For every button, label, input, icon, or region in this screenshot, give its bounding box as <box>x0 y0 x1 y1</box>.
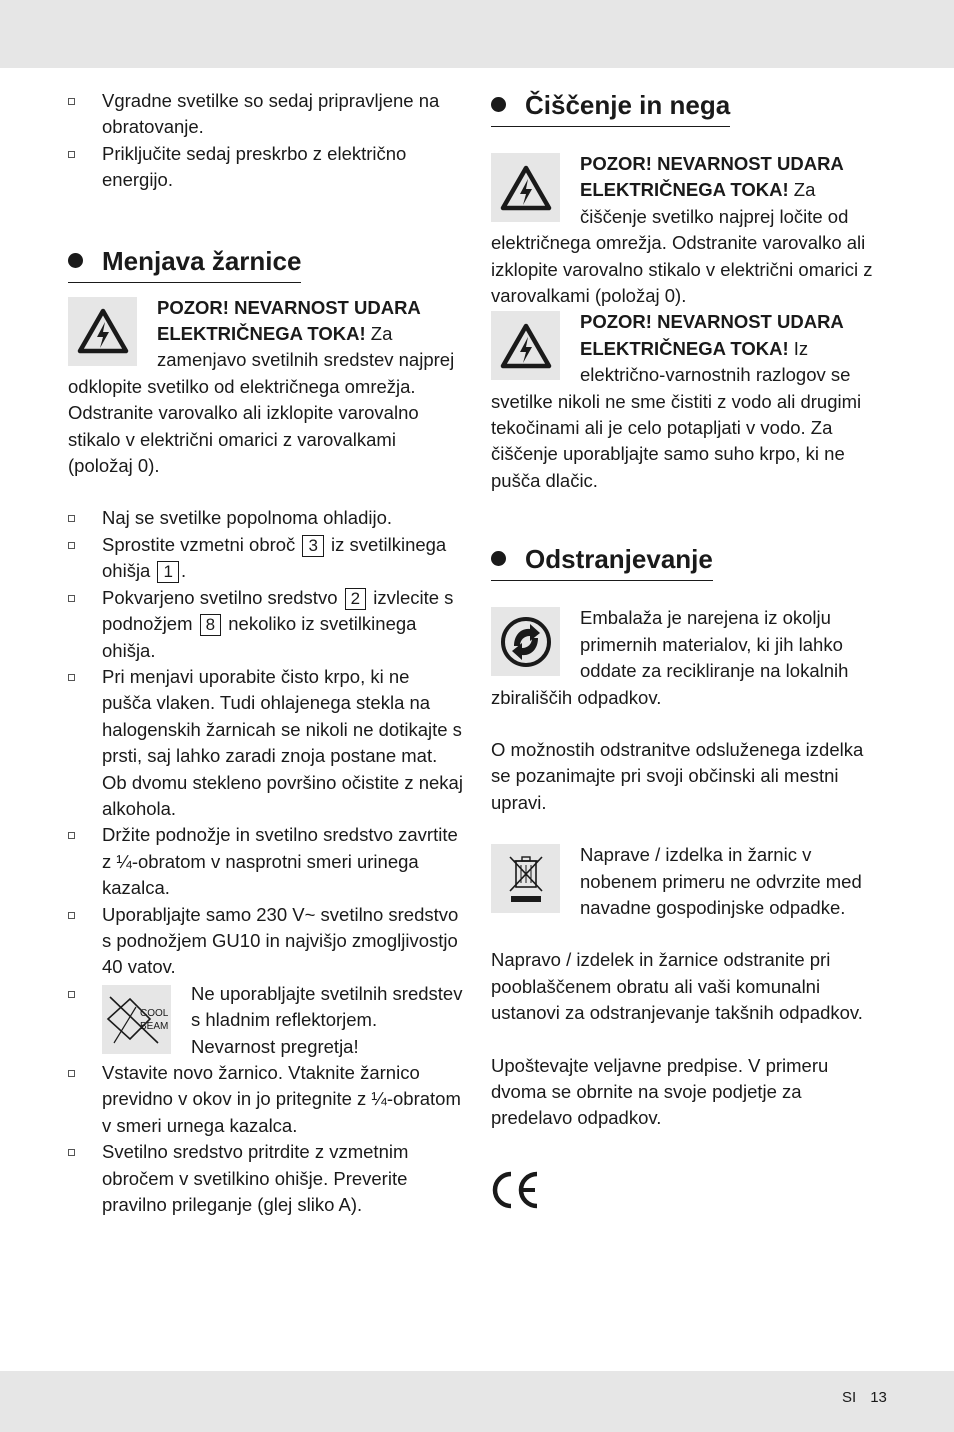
list-item: Svetilno sredstvo pritrdite z vzmetnim obročem v svetilkino ohišje. Preverite pravilno prileganje (glej sliko A). <box>68 1139 463 1218</box>
bullet-square-icon <box>68 98 75 105</box>
part-reference: 8 <box>200 614 221 636</box>
bullet-square-icon <box>68 1149 75 1156</box>
list-item: Priključite sedaj preskrbo z električno energijo. <box>68 141 463 194</box>
part-reference: 3 <box>302 535 323 557</box>
list-item: Pokvarjeno svetilno sredstvo 2 izvlecite s podnožjem 8 nekoliko iz svetilkinega ohišja. <box>68 585 463 664</box>
bullet-dot-icon <box>68 253 83 268</box>
bullet-square-icon <box>68 912 75 919</box>
electric-shock-warning-icon <box>491 311 560 380</box>
ce-mark-icon <box>491 1170 887 1217</box>
right-column: Čiščenje in nega POZOR! NEVARNOST UDARA ELEKTRIČNEGA TOKA! Za čiščenje svetilko najprej ločite od električnega omrežja. Odstranite varovalko ali izklopite varovalno stikalo v električni omarici z varovalkami (položaj 0). POZOR! NEVARNOST UDARA ELEKTRIČNEGA TOKA! Iz električno-varnostnih razlogov se svetilke nikoli ne sme čistiti z vodo ali drugimi tekočinami ali je celo potapljati v vodo. Za čiščenje uporabljajte samo suho krpo, ki ne pušča dlačic. Odstranjevanje Embalaža je narejena iz okolju primernih materialov, ki jih lahko oddate za recikliranje na lokalnih zbirališčih odpadkov. O možnostih odstranitve odsluženega izdelka se pozanimajte pri svoji občinski ali mestni upravi. Naprave / izdelka in žarnic v nobenem primeru ne odvrzite med navadne gospodinjske odpadke. Napravo / izdelek in žarnice odstranite pri pooblaščenem obratu ali vaši komunalni ustanovi za odstranjevanje takšnih odpadkov. Upoštevajte veljavne predpise. V primeru dvoma se obrnite na svoje podjetje za predelavo odpadkov. <box>491 88 887 1217</box>
no-cool-beam-icon: COOL BEAM <box>102 985 171 1054</box>
language-code: SI <box>842 1389 857 1406</box>
bullet-square-icon <box>68 151 75 158</box>
list-item: Vstavite novo žarnico. Vtaknite žarnico previdno v okov in jo pritegnite z ¼-obratom v smeri urnega kazalca. <box>68 1060 463 1139</box>
list-item: Sprostite vzmetni obroč 3 iz svetilkinega ohišja 1 . <box>68 532 463 585</box>
bullet-square-icon <box>68 674 75 681</box>
electric-shock-warning-icon <box>491 153 560 222</box>
packaging-block: Embalaža je narejena iz okolju primernih materialov, ki jih lahko oddate za recikliranje na lokalnih zbirališčih odpadkov. <box>491 607 849 708</box>
electric-shock-warning-icon <box>68 297 137 366</box>
header-band <box>0 0 954 68</box>
part-reference: 2 <box>345 588 366 610</box>
bullet-dot-icon <box>491 97 506 112</box>
left-column <box>68 88 463 1218</box>
warning-block: POZOR! NEVARNOST UDARA ELEKTRIČNEGA TOKA! Za čiščenje svetilko najprej ločite od električnega omrežja. Odstranite varovalko ali izklopite varovalno stikalo v električni omarici z varovalkami (položaj 0). <box>491 153 873 307</box>
section-heading-bulb-replacement: Menjava žarnice <box>68 244 301 283</box>
bullet-square-icon <box>68 515 75 522</box>
warning-block: POZOR! NEVARNOST UDARA ELEKTRIČNEGA TOKA! Za zamenjavo svetilnih sredstev najprej odklopite svetilko od električnega omrežja. Odstranite varovalko ali izklopite varovalno stikalo v električni omarici z varovalkami (položaj 0). <box>68 296 455 477</box>
crossed-bin-icon <box>491 844 560 913</box>
footer-band <box>0 1371 954 1432</box>
bullet-square-icon <box>68 1070 75 1077</box>
list-item: Naj se svetilke popolnoma ohladijo. <box>68 505 463 531</box>
list-item: Uporabljajte samo 230 V~ svetilno sredstvo s podnožjem GU10 in najvišjo zmogljivostjo 40 vatov. <box>68 902 463 981</box>
bullet-square-icon <box>68 595 75 602</box>
bullet-dot-icon <box>491 551 506 566</box>
list-item: COOL BEAM Ne uporabljajte svetilnih sredstev s hladnim reflektorjem. Nevarnost pregretja! <box>68 981 463 1060</box>
page-number: 13 <box>870 1389 887 1406</box>
bullet-square-icon <box>68 991 75 998</box>
list-item: Držite podnožje in svetilno sredstvo zavrtite z ¼-obratom v nasprotni smeri urinega kazalca. <box>68 822 463 901</box>
section-heading-cleaning: Čiščenje in nega <box>491 88 730 127</box>
steps-list <box>68 505 463 1218</box>
list-item: Vgradne svetilke so sedaj pripravljene na obratovanje. <box>68 88 463 141</box>
part-reference: 1 <box>157 561 178 583</box>
bullet-square-icon <box>68 832 75 839</box>
bullet-square-icon <box>68 542 75 549</box>
section-heading-disposal: Odstranjevanje <box>491 542 713 581</box>
list-item: Pri menjavi uporabite čisto krpo, ki ne pušča vlaken. Tudi ohlajenega stekla na halogenskih žarnicah se nikoli ne dotikajte s prsti, saj lahko zaradi znoja postane mat. Ob dvomu stekleno površino očistite z nekaj alkohola. <box>68 664 463 822</box>
warning-block: POZOR! NEVARNOST UDARA ELEKTRIČNEGA TOKA! Iz električno-varnostnih razlogov se svetilke nikoli ne sme čistiti z vodo ali drugimi tekočinami ali je celo potapljati v vodo. Za čiščenje uporabljajte samo suho krpo, ki ne pušča dlačic. <box>491 311 862 491</box>
intro-bullet-list <box>68 88 463 194</box>
page-footer <box>842 1388 887 1408</box>
weee-block: Naprave / izdelka in žarnic v nobenem primeru ne odvrzite med navadne gospodinjske odpadke. <box>491 842 887 921</box>
green-dot-recycling-icon <box>491 607 560 676</box>
